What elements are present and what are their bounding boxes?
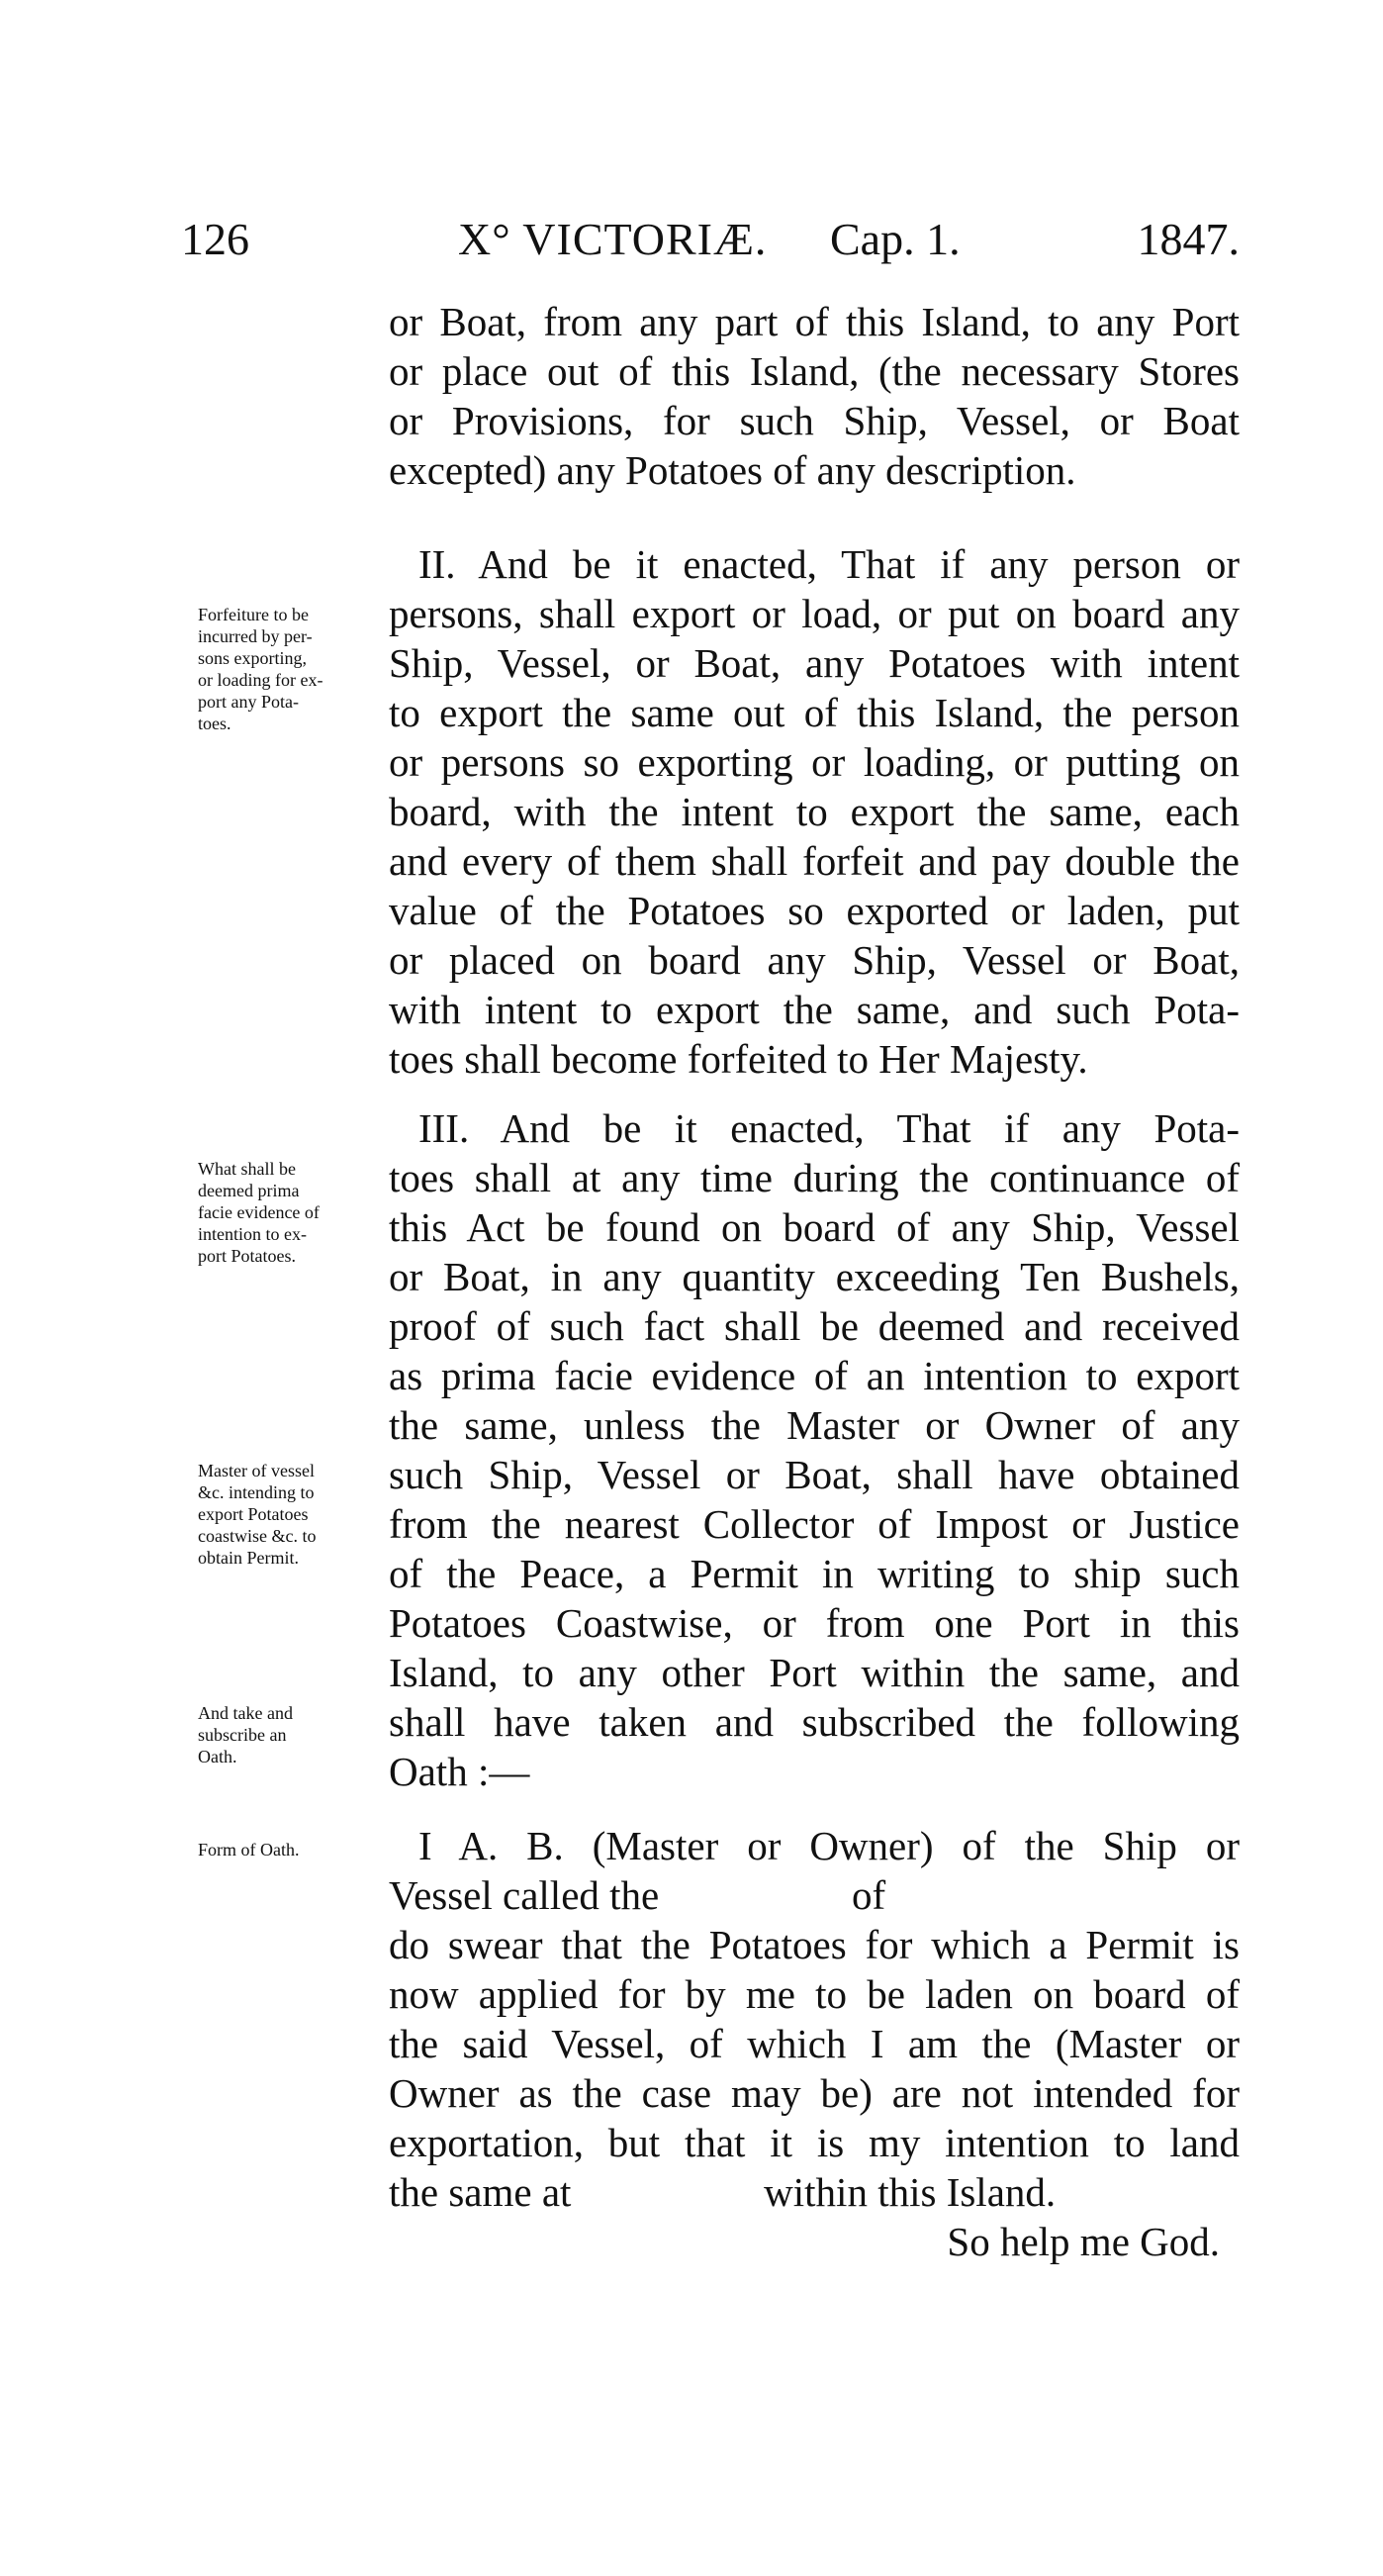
margin-note-forfeiture	[198, 604, 386, 734]
text-line: shall have taken and subscribed the following	[389, 1699, 1240, 1745]
page-number: 126	[181, 214, 249, 264]
margin-note-oath	[198, 1702, 386, 1767]
text-line: as prima facie evidence of an intention to export	[389, 1353, 1240, 1398]
margin-note-line: export Potatoes	[198, 1504, 309, 1524]
margin-note-line: coastwise &c. to	[198, 1526, 317, 1546]
text-line: persons, shall export or load, or put on board any	[389, 591, 1240, 636]
margin-note-line: And take and	[198, 1703, 293, 1723]
text-line: to export the same out of this Island, the person	[389, 690, 1240, 735]
text-line: Oath :—	[389, 1749, 530, 1794]
text-line: or placed on board any Ship, Vessel or Boat,	[389, 937, 1240, 983]
margin-note-line: or loading for ex-	[198, 670, 323, 690]
margin-note-line: obtain Permit.	[198, 1548, 299, 1568]
margin-note-form-of-oath	[198, 1839, 386, 1860]
oath-line: I A. B. (Master or Owner) of the Ship or	[418, 1823, 1240, 1868]
section-2	[389, 539, 1240, 1084]
text-line: Ship, Vessel, or Boat, any Potatoes with intent	[389, 640, 1240, 686]
text-line: or Provisions, for such Ship, Vessel, or Boat	[389, 398, 1240, 443]
text-line: such Ship, Vessel or Boat, shall have obtained	[389, 1452, 1240, 1497]
text-line: and every of them shall forfeit and pay double the	[389, 838, 1240, 884]
margin-note-line: Forfeiture to be	[198, 605, 309, 624]
margin-note-line: Form of Oath.	[198, 1840, 300, 1860]
oath-line: Owner as the case may be) are not intended for	[389, 2070, 1240, 2116]
text-line: this Act be found on board of any Ship, Vessel	[389, 1204, 1240, 1250]
margin-note-line: port Potatoes.	[198, 1246, 296, 1266]
text-line: or persons so exporting or loading, or putting on	[389, 739, 1240, 785]
margin-note-line: Master of vessel	[198, 1461, 315, 1480]
margin-note-line: intention to ex-	[198, 1224, 307, 1244]
margin-note-prima-facie	[198, 1158, 386, 1267]
oath-text	[389, 1821, 1240, 2266]
header-title: X° VICTORIÆ.	[458, 214, 768, 264]
text-line: toes shall become forfeited to Her Majesty.	[389, 1036, 1088, 1082]
margin-note-line: sons exporting,	[198, 648, 307, 668]
oath-line: exportation, but that it is my intention to land	[389, 2120, 1240, 2165]
text-line: with intent to export the same, and such Pota-	[389, 987, 1240, 1032]
chapter-label: Cap. 1.	[830, 214, 961, 264]
oath-line: do swear that the Potatoes for which a Permit is	[389, 1922, 1240, 1967]
oath-line: Vessel called the of	[389, 1872, 886, 1918]
text-line: the same, unless the Master or Owner of any	[389, 1402, 1240, 1448]
oath-line: now applied for by me to be laden on board of	[389, 1971, 1240, 2017]
text-line: excepted) any Potatoes of any description.	[389, 447, 1076, 493]
oath-line: the same at within this Island.	[389, 2169, 1057, 2215]
section-heading-line: II. And be it enacted, That if any person or	[418, 541, 1240, 587]
text-line: or Boat, in any quantity exceeding Ten Bushels,	[389, 1254, 1240, 1299]
margin-note-line: Oath.	[198, 1747, 237, 1766]
running-header	[181, 213, 1240, 282]
margin-note-permit	[198, 1460, 386, 1569]
opening-paragraph	[389, 297, 1240, 495]
section-3	[389, 1103, 1240, 1796]
text-line: Island, to any other Port within the same, and	[389, 1650, 1240, 1695]
margin-note-line: What shall be	[198, 1159, 296, 1179]
margin-note-line: incurred by per-	[198, 626, 313, 646]
text-line: Potatoes Coastwise, or from one Port in this	[389, 1600, 1240, 1646]
text-line: toes shall at any time during the continuance of	[389, 1155, 1240, 1200]
text-line: of the Peace, a Permit in writing to ship such	[389, 1551, 1240, 1596]
text-line: proof of such fact shall be deemed and received	[389, 1303, 1240, 1349]
text-line: from the nearest Collector of Impost or Justice	[389, 1501, 1240, 1547]
text-line: or place out of this Island, (the necessary Stores	[389, 348, 1240, 394]
margin-note-line: toes.	[198, 714, 231, 733]
text-line: or Boat, from any part of this Island, to any Port	[389, 299, 1240, 344]
margin-note-line: port any Pota-	[198, 692, 299, 712]
text-line: value of the Potatoes so exported or laden, put	[389, 888, 1240, 933]
header-year: 1847.	[1137, 214, 1240, 264]
margin-note-line: &c. intending to	[198, 1482, 315, 1502]
margin-note-line: subscribe an	[198, 1725, 287, 1745]
margin-note-line: facie evidence of	[198, 1202, 320, 1222]
margin-note-line: deemed prima	[198, 1181, 300, 1200]
oath-closing: So help me God.	[947, 2219, 1220, 2264]
oath-line: the said Vessel, of which I am the (Master or	[389, 2021, 1240, 2066]
text-line: board, with the intent to export the same, each	[389, 789, 1240, 834]
section-heading-line: III. And be it enacted, That if any Pota-	[418, 1105, 1240, 1151]
